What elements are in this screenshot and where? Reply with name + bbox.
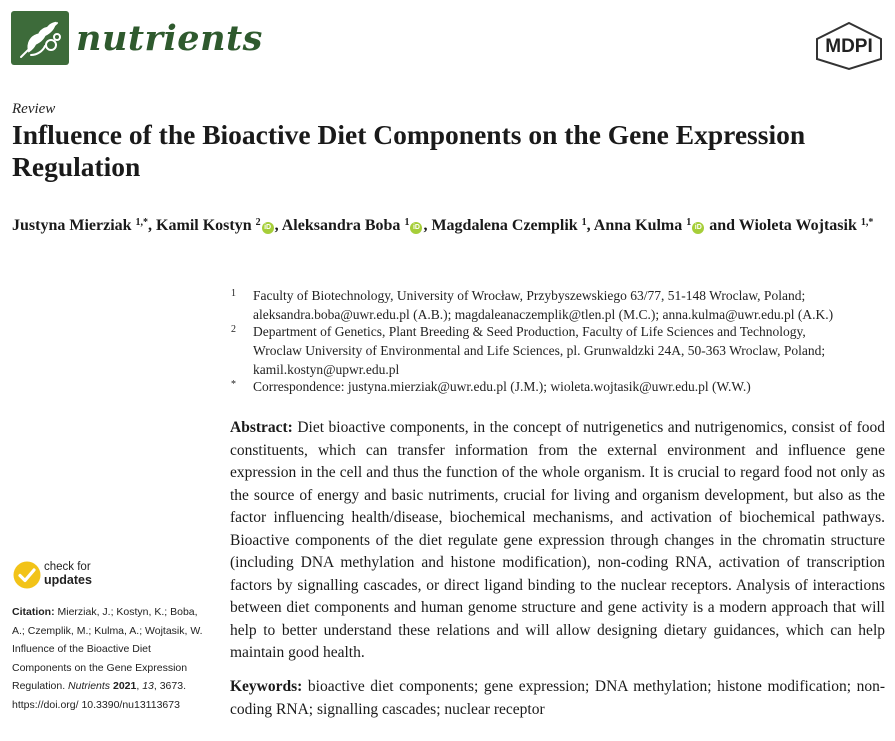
mdpi-logo-icon (811, 21, 887, 71)
author-name[interactable]: Kamil Kostyn (156, 217, 252, 234)
author-separator: , (423, 217, 432, 234)
orcid-icon[interactable]: iD (692, 222, 704, 234)
orcid-icon[interactable]: iD (262, 222, 274, 234)
affiliation-text (253, 286, 893, 324)
author-separator: , (274, 217, 282, 234)
affiliation-text (253, 377, 893, 396)
affiliation-line: kamil.kostyn@upwr.edu.pl (253, 362, 400, 377)
affiliation-mark: 2 (231, 324, 236, 335)
author-affiliation-mark: 1,* (135, 217, 149, 228)
author-affiliation-mark: 2 (255, 217, 261, 228)
author-name[interactable]: Magdalena Czemplik (431, 217, 578, 234)
author-separator: and (705, 217, 739, 234)
affiliation-line: Department of Genetics, Plant Breeding & Seed Production, Faculty of Life Sciences and Technology, (253, 324, 806, 339)
affiliation-line: aleksandra.boba@uwr.edu.pl (A.B.); magdaleanaczemplik@tlen.pl (M.C.); anna.kulma@uwr.edu.pl (A.K.) (253, 307, 834, 322)
author-affiliation-mark: 1,* (860, 217, 874, 228)
author-separator: , (586, 217, 594, 234)
author-name[interactable]: Anna Kulma (593, 217, 683, 234)
citation-text: Mierziak, J.; Kostyn, K.; Boba, A.; Czemplik, M.; Kulma, A.; Wojtasik, W. Influence of the Bioactive Diet Components on the Gene Expression Regulation. (12, 606, 203, 692)
citation-block: Citation: Mierziak, J.; Kostyn, K.; Boba, A.; Czemplik, M.; Kulma, A.; Wojtasik, W. Influence of the Bioactive Diet Components on the Gene Expression Regulation. Nutrients 2021, 13, 3673. https://doi.org/ 10.3390/nu13113673 (12, 606, 203, 711)
keywords-text: bioactive diet components; gene expression; DNA methylation; histone modification; non-coding RNA; signalling cascades; nuclear receptor (230, 678, 885, 718)
author-affiliation-mark: 1 (686, 217, 692, 228)
author-list (12, 212, 882, 237)
citation-doi[interactable]: , 3673. https://doi.org/ 10.3390/nu13113673 (12, 680, 186, 711)
citation-year: 2021 (112, 680, 137, 692)
abstract-label: Abstract: (230, 419, 293, 436)
affiliation-mark: 1 (231, 288, 236, 299)
check-for-updates-label[interactable] (44, 561, 92, 587)
journal-logo-icon (11, 11, 69, 65)
article-type: Review (12, 101, 56, 117)
abstract-text: Diet bioactive components, in the concept of nutrigenetics and nutrigenomics, consist of food constituents, which can transfer information from the external environment and influence gene expression in the cell and thus the function of the whole organism. It is crucial to regard food not only as the source of energy and basic nutriments, crucial for living and organism development, but also as the factor influencing health/disease, biochemical mechanisms, and activation of biochemical pathways. Bioactive components of the diet regulate gene expression through changes in the chromatin structure (including DNA methylation and histone modification), non-coding RNA, activation of transcription factors by signalling cascades, or direct ligand binding to the nuclear receptors. Analysis of interactions between diet components and human genome structure and gene activity is a modern approach that will help to better understand these relations and will allow designing dietary guidances, which can help maintain good health. (230, 419, 886, 661)
author-name[interactable]: Justyna Mierziak (12, 217, 132, 234)
author-affiliation-mark: 1 (581, 217, 587, 228)
keywords-label: Keywords: (230, 678, 303, 695)
author-separator: , (148, 217, 157, 234)
affiliation-line: Correspondence: justyna.mierziak@uwr.edu.pl (J.M.); wioleta.wojtasik@uwr.edu.pl (W.W.) (253, 379, 751, 394)
mdpi-logo-text: MDPI (825, 36, 873, 57)
affiliation-line: Faculty of Biotechnology, University of Wrocław, Przybyszewskiego 63/77, 51-148 Wroclaw, Poland; (253, 288, 806, 303)
updates-line: updates (44, 573, 92, 587)
citation-label: Citation: (12, 606, 55, 618)
author-name[interactable]: Aleksandra Boba (281, 217, 401, 234)
keywords (230, 676, 885, 721)
author-affiliation-mark: 1 (404, 217, 410, 228)
citation-volume: 13 (142, 680, 154, 692)
journal-name: nutrients (76, 18, 263, 59)
affiliation-mark: * (231, 379, 236, 390)
affiliation-text (253, 322, 893, 379)
citation-journal: Nutrients (68, 680, 111, 692)
affiliation-line: Wroclaw University of Environmental and Life Sciences, pl. Grunwaldzki 24A, 50-363 Wroclaw, Poland; (253, 343, 826, 358)
author-name[interactable]: Wioleta Wojtasik (738, 217, 857, 234)
article-title: Influence of the Bioactive Diet Components on the Gene Expression Regulation (12, 119, 806, 182)
check-updates-icon (12, 560, 42, 590)
orcid-icon[interactable]: iD (410, 222, 422, 234)
abstract (230, 417, 885, 665)
check-for-line: check for (44, 561, 91, 573)
